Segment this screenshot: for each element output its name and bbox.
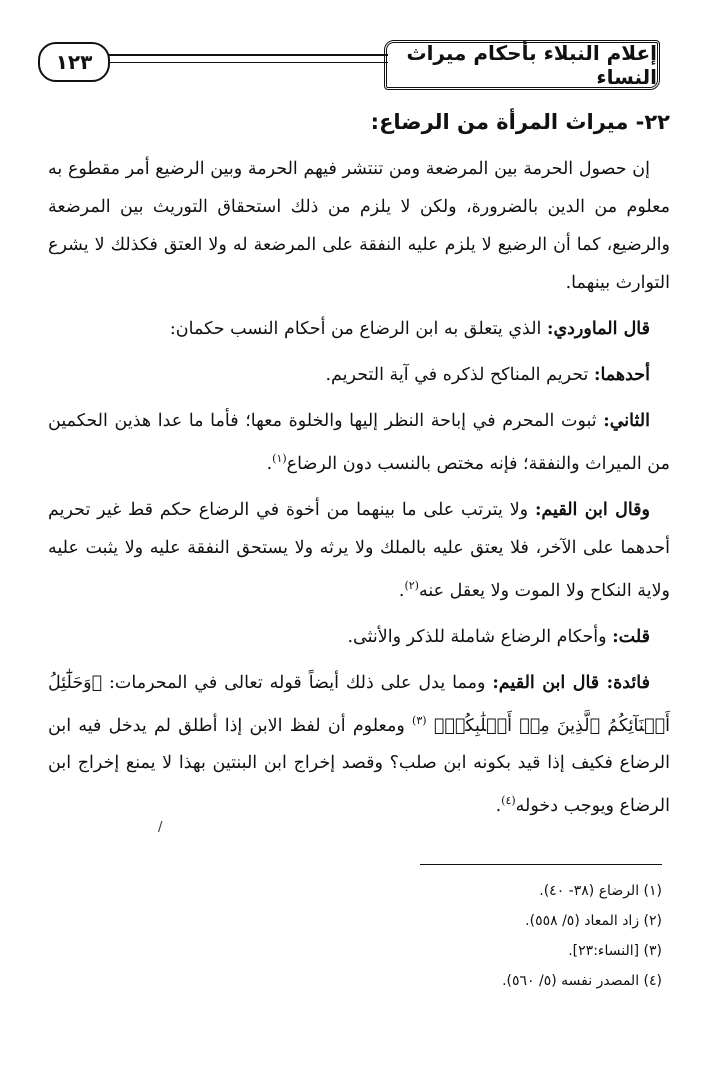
paragraph-5 [48, 491, 670, 610]
faida-label: فائدة: [606, 672, 650, 693]
footnote-3: (٣) [النساء:٢٣]. [568, 943, 662, 959]
paragraph-3-text: تحريم المناكح لذكره في آية التحريم. [325, 365, 594, 385]
mawardi-label: قال الماوردي: [546, 319, 650, 339]
paragraph-4-end: . [266, 453, 273, 474]
footnotes [262, 876, 662, 996]
paragraph-4-text: ثبوت المحرم في إباحة النظر إليها والخلوة معها؛ فأما ما عدا هذين الحكمين من الميراث والنفقة؛ فإنه مختص بالنسب دون الرضاع [48, 411, 670, 474]
footnote-ref-1: (١) [272, 452, 287, 465]
stray-mark: / [158, 820, 163, 835]
ibn-qayyim-label-2: قال ابن القيم: [492, 672, 607, 693]
ibn-qayyim-label: وقال ابن القيم: [534, 499, 650, 520]
paragraph-6 [48, 618, 670, 656]
paragraph-5-end: . [398, 580, 405, 601]
footnote-4: (٤) المصدر نفسه (٥/ ٥٦٠). [502, 973, 662, 989]
quran-verse: ﴿وَحَلَٰٓئِلُ أَبۡنَآئِكُمُ ٱلَّذِينَ مِنۡ أَصۡلَٰبِكُمۡ﴾ [48, 672, 671, 736]
footnote-1: (١) الرضاع (٣٨- ٤٠). [539, 883, 662, 899]
page-header [38, 40, 660, 92]
paragraph-4 [48, 402, 670, 483]
page-number: ١٢٣ [38, 42, 110, 82]
footnote-ref-4: (٤) [501, 794, 516, 808]
paragraph-3 [48, 356, 670, 394]
footnote-ref-3: (٣) [412, 713, 427, 727]
paragraph-2 [48, 310, 670, 348]
footnote-rule [420, 864, 662, 865]
footnote-ref-2: (٢) [404, 578, 419, 592]
qultu-label: قلت: [612, 626, 650, 647]
book-title: إعلام النبلاء بأحكام ميراث النساء [384, 40, 660, 90]
first-label: أحدهما: [593, 365, 650, 385]
paragraph-7 [48, 664, 670, 826]
second-label: الثاني: [603, 411, 650, 431]
paragraph-6-text: وأحكام الرضاع شاملة للذكر والأنثى. [347, 626, 613, 647]
paragraph-2-text: الذي يتعلق به ابن الرضاع من أحكام النسب حكمان: [169, 319, 547, 339]
paragraph-1: إن حصول الحرمة بين المرضعة ومن تنتشر فيهم الحرمة وبين الرضيع أمر مقطوع به معلوم من الدين بالضرورة، ولكن لا يلزم من ذلك استحقاق التوريث بين المرضعة والرضيع، كما أن الرضيع لا يلزم عليه النفقة على المرضعة له ولا العتق فكذلك لا يشرع التوارث بينهما. [48, 159, 670, 293]
paragraph-5-text: ولا يترتب على ما بينهما من أخوة في الرضاع حكم قط غير تحريم أحدهما على الآخر، فلا يعتق عليه بالملك ولا يرثه ولا يستحق النفقة عليه ولا يثبت عليه ولاية النكاح ولا الموت ولا يعقل عنه [48, 499, 670, 601]
main-text [48, 102, 670, 833]
section-heading: ٢٢- ميراث المرأة من الرضاع: [370, 110, 670, 134]
paragraph-7-text-1: ومما يدل على ذلك أيضاً قوله تعالى في المحرمات: [102, 672, 493, 693]
paragraph-7-text-2: ومعلوم أن لفظ الابن إذا أطلق لم يدخل فيه ابن الرضاع فكيف إذا قيد بكونه ابن صلب؟ وقصد إخراج ابن البنتين بهذا لا يمنع إخراج ابن الرضاع ويوجب دخوله [48, 715, 670, 817]
footnote-2: (٢) زاد المعاد (٥/ ٥٥٨). [525, 913, 662, 929]
paragraph-7-end: . [495, 796, 502, 817]
header-rule [108, 54, 388, 63]
